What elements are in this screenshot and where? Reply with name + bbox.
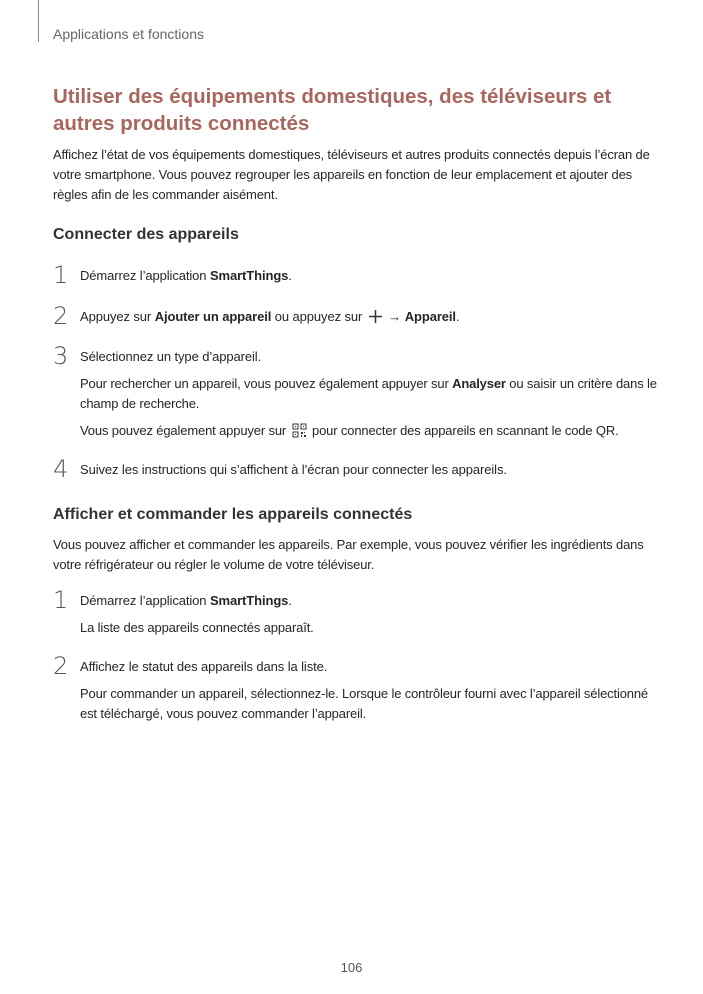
- connect-step-3-text: Sélectionnez un type d’appareil.: [80, 349, 262, 364]
- connect-heading: Connecter des appareils: [53, 226, 239, 243]
- add-device-label: Ajouter un appareil: [154, 309, 272, 324]
- page-title: Utiliser des équipements domestiques, des téléviseurs et autres produits connectés: [53, 85, 612, 135]
- connect-note-qr: Vous pouvez également appuyer sur pour connecter des appareils en scannant le code QR.: [80, 421, 658, 444]
- connect-step-3-number: 3: [53, 342, 69, 370]
- app-name: SmartThings: [209, 268, 289, 283]
- header-divider-line: [38, 0, 39, 42]
- device-label: Appareil: [404, 309, 456, 324]
- control-heading: Afficher et commander les appareils connectés: [53, 506, 413, 523]
- plus-icon: [368, 309, 383, 330]
- connect-note-analyze: Pour rechercher un appareil, vous pouvez également appuyer sur Analyser ou saisir un critère dans le champ de recherche.: [80, 376, 657, 411]
- page-number: 106: [340, 960, 363, 975]
- intro-paragraph: Affichez l’état de vos équipements domestiques, téléviseurs et autres produits connectés depuis l’écran de votre smartphone. Vous pouvez regrouper les appareils en fonction de leur emplacement et ajouter des règles afin de les commander aisément.: [53, 147, 650, 202]
- analyze-label: Analyser: [452, 376, 506, 391]
- control-step-1-text: Démarrez l’application SmartThings.: [80, 593, 292, 608]
- control-step-1-number: 1: [53, 586, 69, 614]
- connect-step-4-text: Suivez les instructions qui s’affichent à l’écran pour connecter les appareils.: [80, 462, 507, 477]
- control-step-2-sub: Pour commander un appareil, sélectionnez-le. Lorsque le contrôleur fourni avec l’appareil sélectionné est téléchargé, vous pouvez commander l’appareil.: [80, 686, 649, 721]
- control-step-1-sub: La liste des appareils connectés apparaît.: [80, 620, 314, 635]
- connect-step-2-text: Appuyez sur Ajouter un appareil ou appuyez sur → Appareil.: [80, 307, 670, 330]
- control-step-2-text: Affichez le statut des appareils dans la liste.: [80, 659, 328, 674]
- control-intro: Vous pouvez afficher et commander les appareils. Par exemple, vous pouvez vérifier les ingrédients dans votre réfrigérateur ou régler le volume de votre téléviseur.: [53, 537, 644, 572]
- connect-step-1-number: 1: [53, 261, 69, 289]
- app-name: SmartThings: [209, 593, 289, 608]
- qr-code-icon: [292, 423, 307, 444]
- section-header: Applications et fonctions: [53, 26, 204, 42]
- connect-step-2-number: 2: [53, 302, 69, 330]
- connect-step-1-text: Démarrez l’application SmartThings.: [80, 268, 292, 283]
- control-step-2-number: 2: [53, 652, 69, 680]
- connect-step-4-number: 4: [53, 455, 69, 483]
